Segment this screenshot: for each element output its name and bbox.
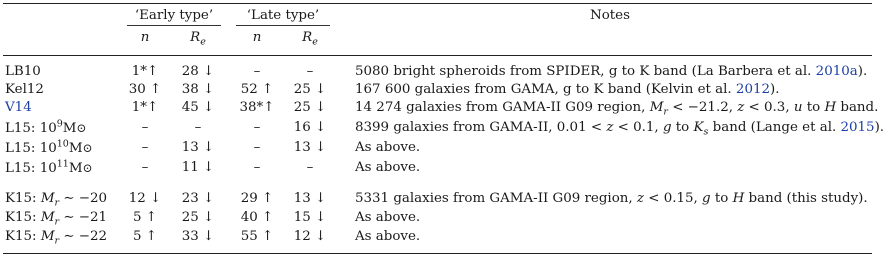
cell: 30 ↑ [128, 82, 162, 97]
bottom-rule [3, 253, 872, 254]
late-type-underline [236, 25, 330, 26]
cell: 5 ↑ [133, 229, 157, 244]
top-rule [3, 3, 872, 4]
late-re-header: $R_e$ [302, 30, 318, 48]
cell: – [141, 160, 149, 175]
cell: – [306, 160, 314, 175]
note: As above. [355, 140, 421, 155]
note: As above. [355, 160, 421, 175]
early-type-underline [127, 25, 221, 26]
cell: – [194, 120, 202, 135]
cell: 13 ↓ [293, 191, 327, 206]
note: 8399 galaxies from GAMA-II, 0.01 < z < 0.1, g to $K_s$ band (Lange et al. 2015). [355, 120, 884, 138]
cell: – [253, 64, 261, 79]
cell: 28 ↓ [181, 64, 215, 79]
cell: 33 ↓ [181, 229, 215, 244]
citation-link[interactable]: 2015 [840, 120, 875, 135]
row-label-k15-21: K15: $M_r$ ∼ −21 [5, 210, 108, 228]
cell: 25 ↓ [293, 100, 327, 115]
cell: 1*↑ [131, 100, 159, 115]
cell: – [253, 120, 261, 135]
note: 5080 bright spheroids from SPIDER, g to K band (La Barbera et al. 2010a). [355, 64, 868, 79]
cell: 1*↑ [131, 64, 159, 79]
cell: 29 ↑ [240, 191, 274, 206]
late-n-header: n [252, 30, 262, 45]
late-type-header: ‘Late type’ [246, 8, 320, 23]
cell: 5 ↑ [133, 210, 157, 225]
citation-link[interactable]: 2012 [735, 82, 770, 97]
cell: 38 ↓ [181, 82, 215, 97]
note: As above. [355, 210, 421, 225]
cell: 45 ↓ [181, 100, 215, 115]
cell: 16 ↓ [293, 120, 327, 135]
cell: 25 ↓ [181, 210, 215, 225]
citation-link[interactable]: 2010a [815, 64, 858, 79]
early-type-header: ‘Early type’ [134, 8, 214, 23]
notes-header: Notes [590, 8, 630, 23]
cell: 13 ↓ [293, 140, 327, 155]
cell: 12 ↓ [128, 191, 162, 206]
row-label-v14[interactable]: V14 [5, 100, 32, 115]
cell: 38*↑ [239, 100, 275, 115]
row-label-lb10: LB10 [5, 64, 41, 79]
cell: – [253, 140, 261, 155]
cell: – [306, 64, 314, 79]
row-label-k15-20: K15: $M_r$ ∼ −20 [5, 191, 108, 209]
cell: 55 ↑ [240, 229, 274, 244]
row-label-k15-22: K15: $M_r$ ∼ −22 [5, 229, 108, 247]
cell: 15 ↓ [293, 210, 327, 225]
cell: 25 ↓ [293, 82, 327, 97]
note: 5331 galaxies from GAMA-II G09 region, z < 0.15, g to H band (this study). [355, 191, 868, 206]
cell: 52 ↑ [240, 82, 274, 97]
early-n-header: n [140, 30, 150, 45]
note: 167 600 galaxies from GAMA, g to K band (Kelvin et al. 2012). [355, 82, 780, 97]
row-label-l15-1e9: L15: $10^9M⊙$ [5, 118, 87, 136]
cell: – [141, 140, 149, 155]
cell: 40 ↑ [240, 210, 274, 225]
cell: – [253, 160, 261, 175]
row-label-l15-1e10: L15: $10^{10}M⊙$ [5, 138, 93, 156]
note: 14 274 galaxies from GAMA-II G09 region, $M_r < -21.2$, z < 0.3, u to H band. [355, 100, 879, 118]
header-rule [3, 55, 872, 56]
cell: 11 ↓ [181, 160, 215, 175]
cell: – [141, 120, 149, 135]
row-label-kel12: Kel12 [5, 82, 44, 97]
note: As above. [355, 229, 421, 244]
row-label-l15-1e11: L15: $10^{11}M⊙$ [5, 158, 93, 176]
cell: 12 ↓ [293, 229, 327, 244]
cell: 23 ↓ [181, 191, 215, 206]
cell: 13 ↓ [181, 140, 215, 155]
early-re-header: $R_e$ [190, 30, 206, 48]
